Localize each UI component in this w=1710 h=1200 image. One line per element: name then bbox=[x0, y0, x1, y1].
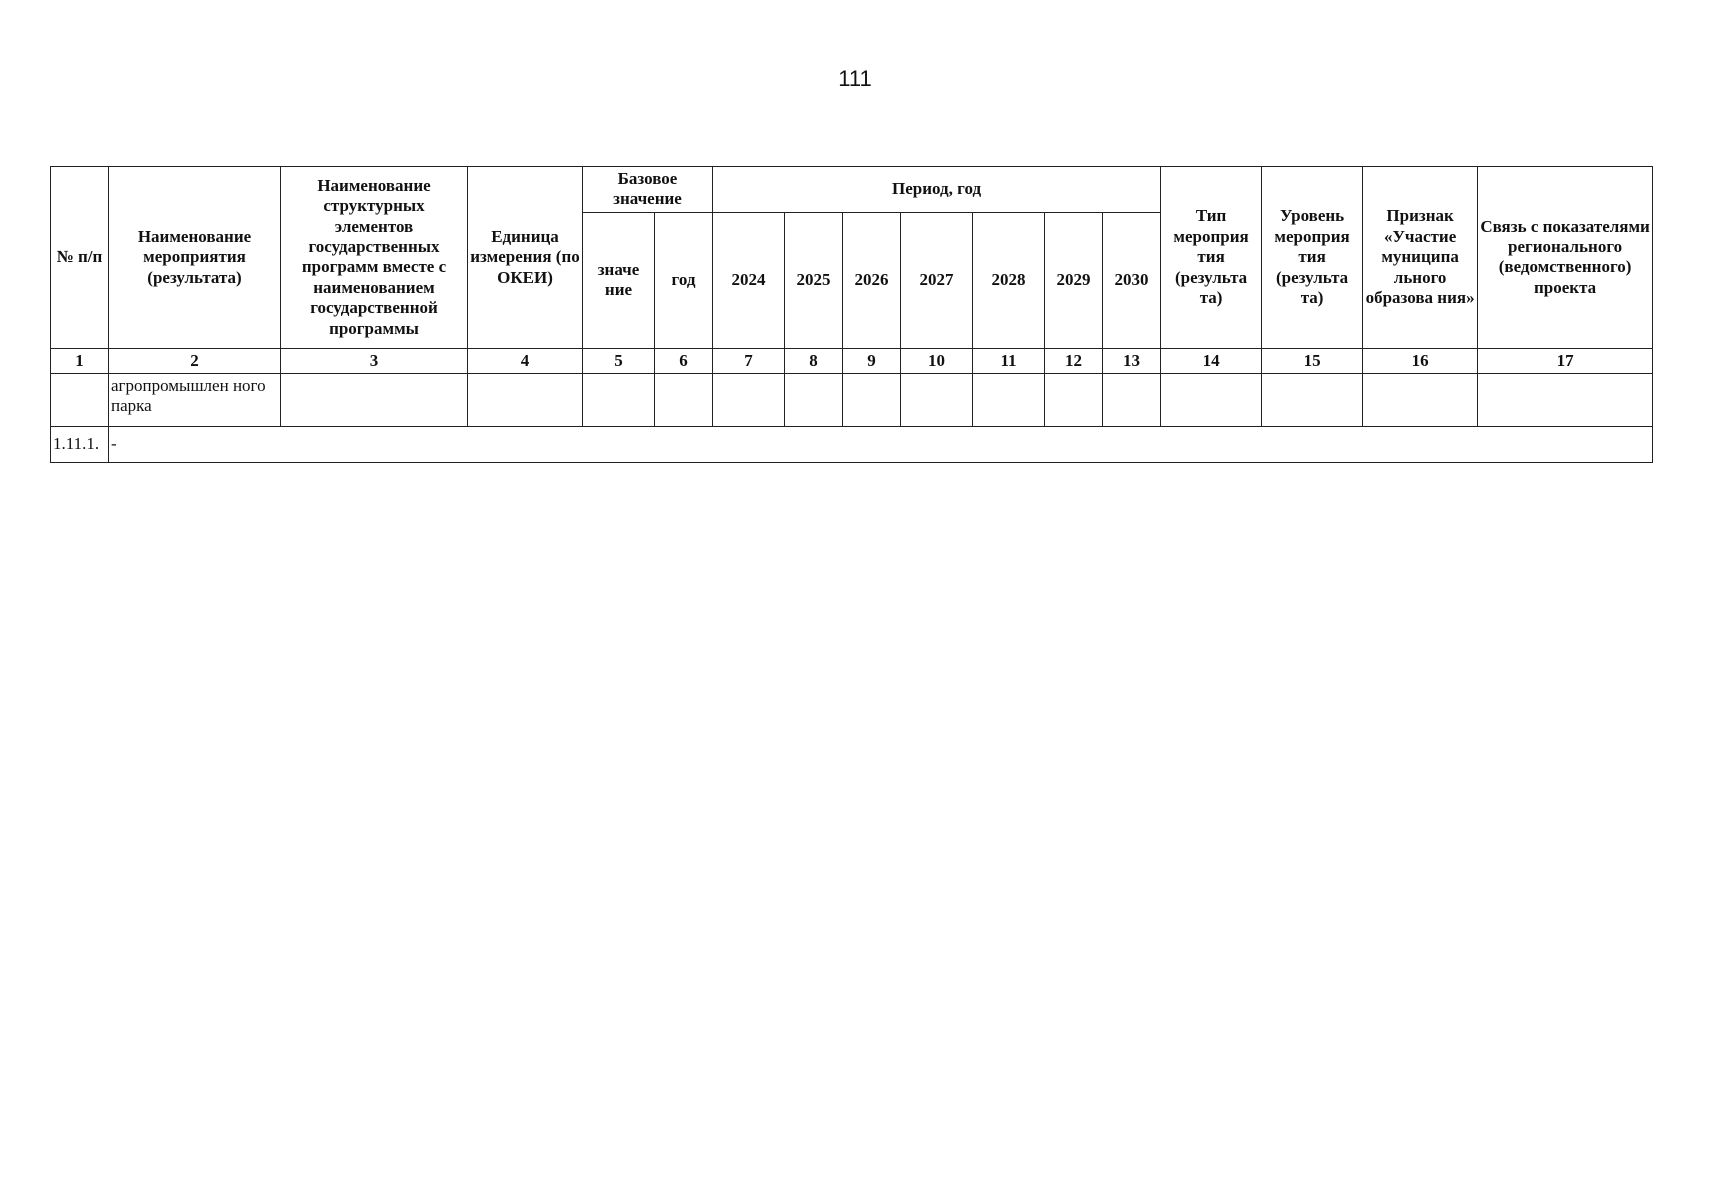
column-number: 3 bbox=[281, 348, 468, 373]
header-base-value-value: значе ние bbox=[583, 212, 655, 348]
table-cell bbox=[468, 373, 583, 426]
header-year-2028: 2028 bbox=[973, 212, 1045, 348]
column-number: 1 bbox=[51, 348, 109, 373]
header-year-2027: 2027 bbox=[901, 212, 973, 348]
events-table bbox=[50, 166, 1653, 463]
header-event-type: Тип мероприя тия (результа та) bbox=[1161, 167, 1262, 349]
column-number: 16 bbox=[1363, 348, 1478, 373]
header-year-2025: 2025 bbox=[785, 212, 843, 348]
column-number: 2 bbox=[109, 348, 281, 373]
column-number: 15 bbox=[1262, 348, 1363, 373]
table-row bbox=[51, 426, 1653, 462]
table-cell bbox=[973, 373, 1045, 426]
row-no bbox=[51, 373, 109, 426]
column-number-row bbox=[51, 348, 1653, 373]
header-unit: Единица измерения (по ОКЕИ) bbox=[468, 167, 583, 349]
table-row bbox=[51, 373, 1653, 426]
table-cell bbox=[901, 373, 973, 426]
column-number: 7 bbox=[713, 348, 785, 373]
column-number: 13 bbox=[1103, 348, 1161, 373]
column-number: 9 bbox=[843, 348, 901, 373]
column-number: 10 bbox=[901, 348, 973, 373]
table-cell bbox=[1045, 373, 1103, 426]
page-number: 111 bbox=[838, 66, 872, 91]
column-number: 11 bbox=[973, 348, 1045, 373]
header-event-name: Наименование мероприятия (результата) bbox=[109, 167, 281, 349]
table-cell bbox=[1103, 373, 1161, 426]
column-number: 12 bbox=[1045, 348, 1103, 373]
row-event-name: агропромышлен ного парка bbox=[109, 373, 281, 426]
header-year-2024: 2024 bbox=[713, 212, 785, 348]
column-number: 14 bbox=[1161, 348, 1262, 373]
table-cell bbox=[1363, 373, 1478, 426]
header-base-value-year: год bbox=[655, 212, 713, 348]
table-cell bbox=[843, 373, 901, 426]
header-no: № п/п bbox=[51, 167, 109, 349]
column-number: 8 bbox=[785, 348, 843, 373]
column-number: 6 bbox=[655, 348, 713, 373]
table-cell bbox=[785, 373, 843, 426]
table-cell bbox=[1262, 373, 1363, 426]
table-cell bbox=[713, 373, 785, 426]
header-municipal-sign: Признак «Участие муниципа льного образова ния» bbox=[1363, 167, 1478, 349]
header-period: Период, год bbox=[713, 167, 1161, 213]
column-number: 4 bbox=[468, 348, 583, 373]
column-number: 5 bbox=[583, 348, 655, 373]
header-base-value: Базовое значение bbox=[583, 167, 713, 213]
header-event-level: Уровень мероприя тия (результа та) bbox=[1262, 167, 1363, 349]
subrow-text: - bbox=[109, 426, 1653, 462]
column-number: 17 bbox=[1478, 348, 1653, 373]
subrow-no: 1.11.1. bbox=[51, 426, 109, 462]
header-year-2030: 2030 bbox=[1103, 212, 1161, 348]
table-cell bbox=[281, 373, 468, 426]
table-cell bbox=[1478, 373, 1653, 426]
header-structural-elements: Наименование структурных элементов государственных программ вместе с наименованием государственной программы bbox=[281, 167, 468, 349]
table-cell bbox=[655, 373, 713, 426]
header-year-2029: 2029 bbox=[1045, 212, 1103, 348]
table-cell bbox=[1161, 373, 1262, 426]
header-year-2026: 2026 bbox=[843, 212, 901, 348]
table-cell bbox=[583, 373, 655, 426]
header-link: Связь с показателями регионального (ведомственного) проекта bbox=[1478, 167, 1653, 349]
